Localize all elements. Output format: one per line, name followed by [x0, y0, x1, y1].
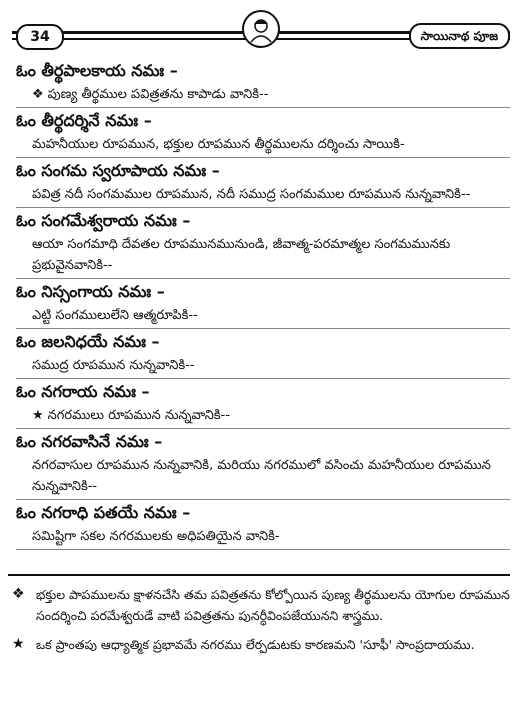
diamond-bullet-icon: ❖ — [32, 87, 44, 102]
description-text: నగరములు రూపమున నున్నవానికి-- — [47, 408, 231, 423]
mantra-description — [16, 184, 510, 208]
footnote-text: ఒక ప్రాంతపు ఆధ్యాత్మిక ప్రభావమే నగరము లేర్పడుటకు కారణమని 'సూఫీ' సాంప్రదాయము. — [36, 637, 475, 652]
description-text: సముద్ర రూపమున నున్నవానికి-- — [32, 358, 195, 373]
mantra-entry — [16, 431, 510, 500]
mantra-heading: ఓం తీర్థపాలకాయ నమః – — [16, 61, 178, 80]
mantra-entry — [16, 381, 510, 429]
mantra-description — [16, 305, 510, 329]
page-number: 34 — [16, 24, 64, 50]
mantra-heading: ఓం సంగమ స్వరూపాయ నమః – — [16, 161, 220, 180]
mantra-entry — [16, 281, 510, 329]
mantra-description — [16, 455, 510, 500]
mantra-entry — [16, 331, 510, 379]
mantra-heading: ఓం నగరాధి పతయే నమః – — [16, 503, 191, 522]
mantra-description — [16, 355, 510, 379]
mantra-description — [16, 405, 510, 429]
mantra-entry — [16, 60, 510, 108]
mantra-heading: ఓం నగరాయ నమః – — [16, 382, 150, 401]
description-text: పుణ్య తీర్థముల పవిత్రతను కాపాడు వానికి-- — [47, 87, 269, 102]
page-header — [12, 22, 510, 52]
star-bullet-icon: ★ — [32, 408, 44, 423]
header-title: సాయినాథ పూజ — [409, 23, 510, 49]
description-text: నగరవాసుల రూపమున నున్నవానికి, మరియు నగరములో వసించు మహనీయుల రూపమున నున్నవానికి-- — [32, 458, 491, 494]
mantra-heading: ఓం నిస్సంగాయ నమః – — [16, 282, 165, 301]
mantra-entry — [16, 160, 510, 208]
footnotes — [8, 574, 510, 663]
mantra-description — [16, 84, 510, 108]
description-text: ఎట్టి సంగములులేని ఆత్మరూపికి-- — [32, 308, 198, 323]
star-footnote-icon: ★ — [12, 636, 25, 652]
description-text: పవిత్ర నదీ సంగమముల రూపమున, నదీ సముద్ర సంగమముల రూపమున నున్నవానికి-- — [32, 187, 471, 202]
description-text: సమిష్టిగా సకల నగరములకు అధిపతియైన వానికి- — [32, 529, 280, 544]
portrait-icon — [242, 10, 280, 48]
footnote — [8, 634, 510, 655]
mantra-heading: ఓం తీర్థదర్శినే నమః – — [16, 111, 152, 130]
mantra-heading: ఓం జలనిధయే నమః – — [16, 332, 160, 351]
mantra-entry — [16, 502, 510, 550]
footnote-text: భక్తుల పాపములను క్షాళనచేసి తమ పవిత్రతను కోల్పోయిన పుణ్య తీర్థములను యోగుల రూపమున సందర్శించి పరమేశ్వరుడే వాటి పవిత్రతను పునర్ధీవింపజేయునని శాస్త్రము. — [36, 587, 510, 623]
mantra-description — [16, 134, 510, 158]
mantra-entry — [16, 210, 510, 279]
mantra-description — [16, 234, 510, 279]
footnote — [8, 584, 510, 626]
description-text: ఆయా సంగమాధి దేవతల రూపమునమునుండి, జీవాత్మ-పరమాత్మల సంగమమునకు ప్రభువైనవానికి-- — [32, 237, 451, 273]
diamond-footnote-icon: ❖ — [12, 586, 25, 602]
portrait-drawing — [244, 12, 278, 46]
mantra-heading: ఓం నగరవాసినే నమః – — [16, 432, 163, 451]
mantra-description — [16, 526, 510, 550]
mantra-entry — [16, 110, 510, 158]
description-text: మహనీయుల రూపమున, భక్తుల రూపమున తీర్థములను దర్శించు సాయికి- — [32, 137, 405, 152]
mantra-list — [16, 60, 510, 552]
mantra-heading: ఓం సంగమేశ్వరాయ నమః – — [16, 211, 191, 230]
